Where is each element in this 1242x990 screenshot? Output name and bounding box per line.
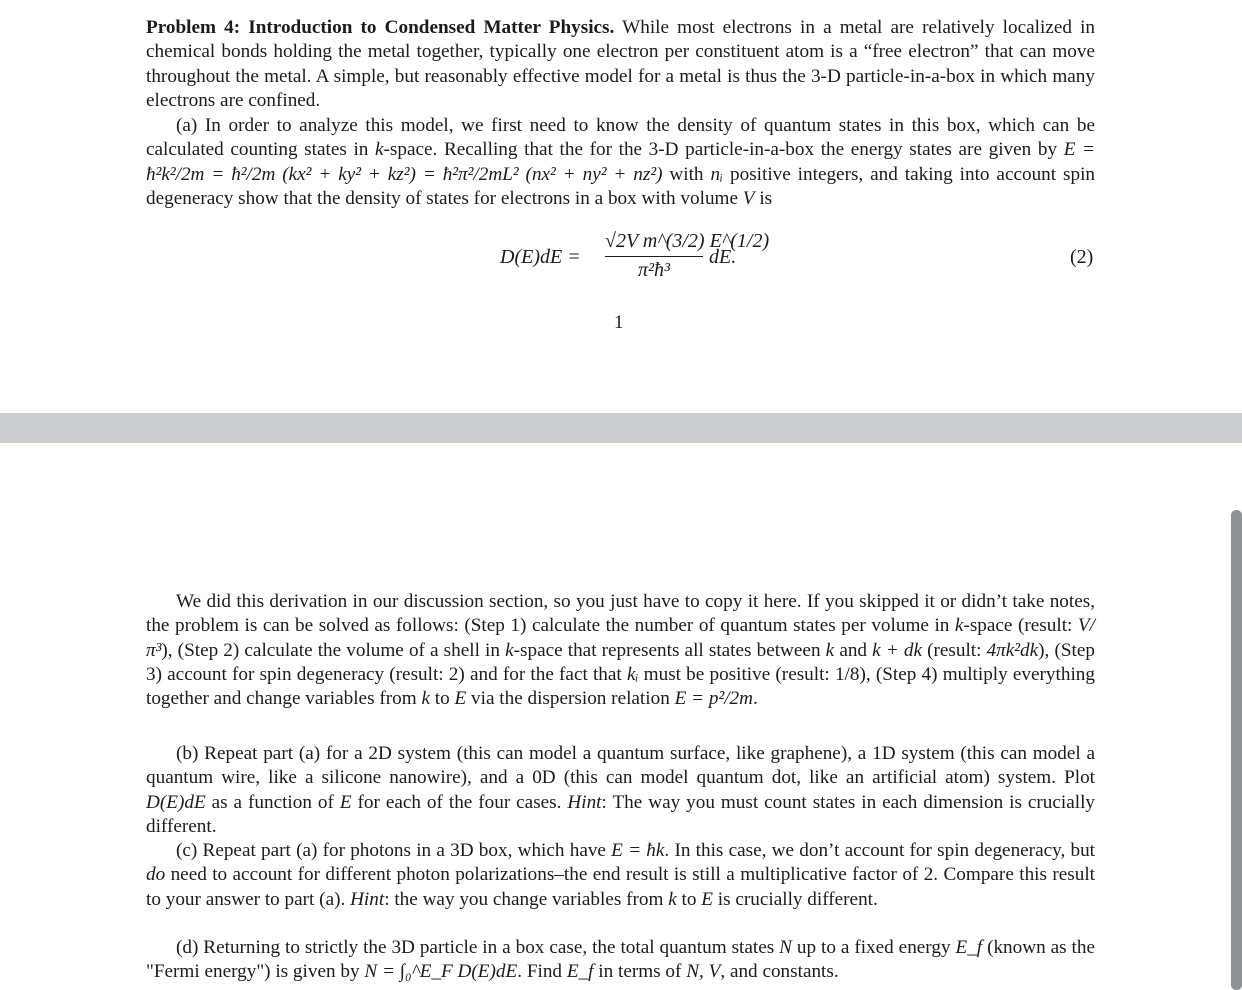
derivation-text: ), (Step 2) calculate the volume of a shell in [161,639,506,661]
E-variable: E [701,888,713,910]
part-c-text: : the way you change variables from [384,888,669,910]
part-c-paragraph [146,839,1095,912]
derivation-text: and [834,639,873,661]
part-d-text: . Find [517,961,567,983]
equation-rhs: dE. [709,246,737,268]
part-d-text: (d) Returning to strictly the 3D particle in a box case, the total quantum states [176,937,780,958]
derivation-paragraph: We did this derivation in our discussion section, so you just have to copy it here. If you skipped it or didn’t take notes, the problem is can be solved as follows: (Step 1) calculate the number of quantum states per volume in k-space (result: V/π³), (Step 2) calculate the volume of a shell in k-space that represents all states between k and k + dk (result: 4πk²dk), (Step 3) account for spin degeneracy (result: 2) and for the fact that kᵢ must be positive (result: 1/8), (Step 4) multiply everything together and change variables from k to E via the dispersion relation E = p²/2m. [146,591,1095,710]
part-a-text: positive integers, and taking into account spin degeneracy show that the density of states for electrons in a box with volume [146,163,1095,209]
part-a-text: -space. Recalling that the for the 3-D particle-in-a-box the energy states are given by [383,139,1064,161]
page-number: 1 [614,312,624,333]
hint-label: Hint [567,791,602,813]
part-b-text: for each of the four cases. [351,791,568,813]
part-a-text: with [662,163,711,185]
step-2-result: 4πk²dk [986,639,1039,661]
k-variable: k [421,688,430,710]
part-a-text: is [754,187,773,209]
problem-title: Problem 4: Introduction to Condensed Matter Physics. [146,17,615,38]
step-3-fraction: 1/8 [834,663,860,685]
page-separator [0,413,1242,443]
k-variable: k [954,615,964,637]
fermi-energy-variable: E_f [955,937,983,958]
derivation-text: We did this derivation in our discussion section, so you just have to copy it here. If you skipped it or didn’t take notes, the problem is can be solved as follows: (Step 1) calculate the number of quantum states per volume in [146,591,1095,637]
dispersion-relation: E = p²/2m [674,688,753,710]
part-d-text: , and constants. [720,961,839,983]
N-variable: N [779,937,792,958]
derivation-text: -space that represents all states between [513,639,826,661]
part-b-text: (b) Repeat part (a) for a 2D system (this can model a quantum surface, like graphene), a 1D system (this can model a quantum wire, like a silicone nanowire), and a 0D (this can model quantum dot, like an artificial atom) system. Plot [146,743,1095,789]
part-d-text: up to a fixed energy [791,937,956,958]
intro-paragraph [146,16,1095,113]
fermi-integral: N = ∫₀^E_F D(E)dE [364,961,518,983]
intro-text: While most electrons in a metal are relatively localized in chemical bonds holding the metal together, typically one electron per constituent atom is a “free electron” that can move throughout the metal. A simple, but reasonably effective model for a metal is thus the 3-D particle-in-a-box in which many electrons are confined. [146,17,1095,111]
photon-dispersion: E = ħk [611,840,665,861]
equation-numerator: √2V m^(3/2) E^(1/2) [605,230,703,257]
k-plus-dk: k + dk [872,639,922,661]
part-c-text: . In this case, we don’t account for spin degeneracy, but [664,840,1095,861]
E-variable: E [454,688,467,710]
part-d-text: in terms of [593,961,687,983]
hint-label: Hint [350,888,385,910]
derivation-text: -space (result: [963,615,1078,637]
derivation-text: via the dispersion relation [466,688,675,710]
DdE-expression: D(E)dE [146,791,206,813]
part-b-paragraph [146,742,1095,839]
part-d-paragraph [146,936,1095,985]
equation-number: (2) [1070,246,1094,268]
part-d-text: , [699,961,709,983]
k-variable: k [375,139,384,161]
k-variable: k [668,888,677,910]
fermi-energy-variable: E_f [566,961,594,983]
part-b-text: as a function of [205,791,340,813]
derivation-text: ), (Step 3) account for spin degeneracy (result: 2) and for the fact that [146,639,1095,685]
vertical-scrollbar[interactable] [1231,510,1242,990]
derivation-text: ), (Step 4) multiply everything together and change variables from [146,663,1095,710]
derivation-text: to [429,688,455,710]
part-c-text: need to account for different photon polarizations–the end result is still a multiplicative factor of 2. Compare this result to your answer to part (a). [146,864,1095,910]
derivation-text: (result: [921,639,987,661]
part-c-text: (c) Repeat part (a) for photons in a 3D box, which have [176,840,612,861]
part-a-text: (a) In order to analyze this model, we first need to know the density of quantum states in this box, which can be calculated counting states in [146,115,1095,161]
volume-variable: V [742,187,755,209]
part-d-text: (known as the "Fermi energy") is given by [146,937,1095,983]
part-a-paragraph [146,114,1095,211]
energy-formula: E = ħ²k²/2m = ħ²/2m (kx² + ky² + kz²) = ħ²π²/2mL² (nx² + ny² + nz²) [146,139,1095,185]
equation-denominator: π²ħ³ [637,259,670,281]
N-variable: N [686,961,700,983]
k-variable: k [505,639,514,661]
E-variable: E [339,791,352,813]
step-1-result: V/π³ [146,615,1095,661]
k-variable: k [825,639,835,661]
emphasis-do: do [146,864,166,886]
derivation-text: must be positive (result: [638,663,835,685]
k-i-variable: kᵢ [626,663,639,685]
equation-lhs: D(E)dE = [500,246,581,268]
volume-variable: V [708,961,721,983]
n-i-variable: nᵢ [710,163,724,185]
part-c-text: to [676,888,702,910]
part-b-text: : The way you must count states in each dimension is crucially different. [146,791,1095,837]
part-c-text: is crucially different. [712,888,878,910]
page-1 [0,0,1242,413]
